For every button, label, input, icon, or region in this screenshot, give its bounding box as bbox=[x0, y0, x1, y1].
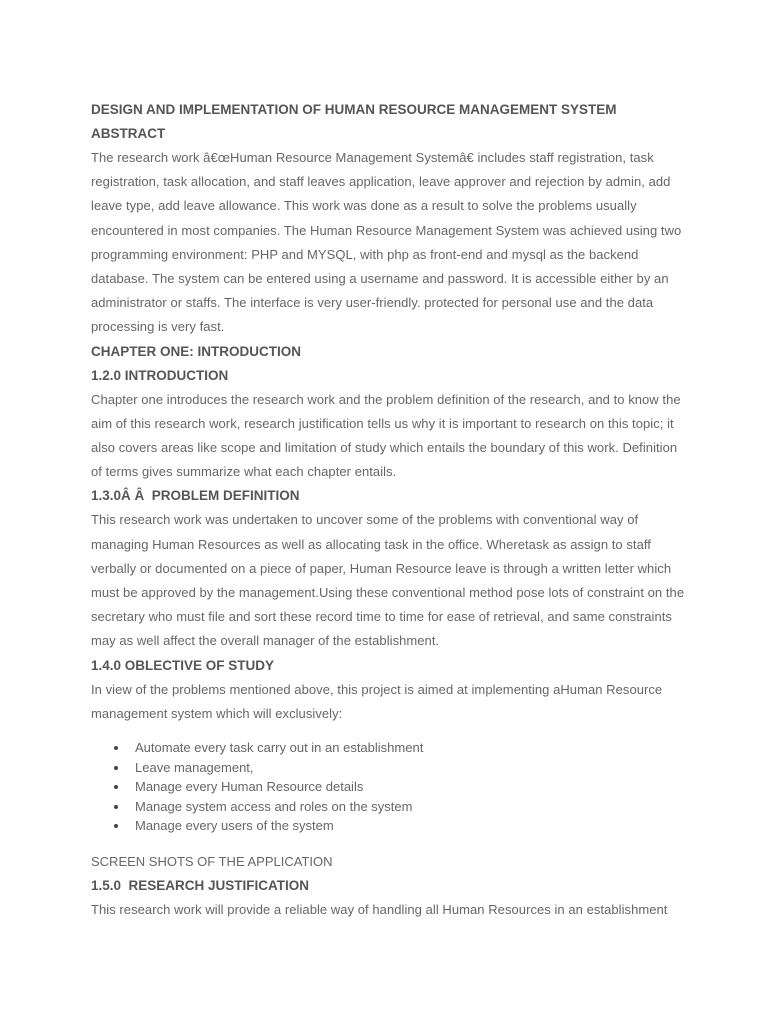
objective-heading: 1.4.0 OBLECTIVE OF STUDY bbox=[91, 657, 275, 673]
list-item bbox=[91, 777, 691, 797]
justification-text: This research work will provide a reliable way of handling all Human Resources in an establishment bbox=[91, 901, 668, 917]
abstract-heading: ABSTRACT bbox=[91, 126, 166, 141]
list-item bbox=[91, 797, 691, 817]
document-page bbox=[91, 98, 691, 922]
list-item-text: Manage every Human Resource details bbox=[135, 779, 364, 795]
document-title: DESIGN AND IMPLEMENTATION OF HUMAN RESOURCE MANAGEMENT SYSTEM bbox=[91, 102, 617, 117]
list-item-text: Leave management, bbox=[135, 759, 254, 775]
list-item-text: Manage every users of the system bbox=[135, 818, 334, 834]
list-item-text: Automate every task carry out in an establishment bbox=[135, 740, 424, 756]
introduction-heading: 1.2.0 INTRODUCTION bbox=[91, 367, 229, 383]
bullet-icon bbox=[114, 746, 118, 750]
problem-definition-heading: 1.3.0Â Â PROBLEM DEFINITION bbox=[91, 488, 300, 504]
introduction-text: Chapter one introduces the research work and the problem definition of the research, and to know the aim of this research work, research justification tells us why it is important to research on this topic; it also covers areas like scope and limitation of study which entails the boundary of this work. Definition of terms gives summarize what each chapter entails. bbox=[91, 391, 681, 480]
chapter-heading: CHAPTER ONE: INTRODUCTION bbox=[91, 343, 301, 359]
bullet-icon bbox=[114, 824, 118, 828]
screenshots-heading: SCREEN SHOTS OF THE APPLICATION bbox=[91, 853, 333, 869]
objective-text: In view of the problems mentioned above, this project is aimed at implementing aHuman Resource management system which will exclusively: bbox=[91, 681, 663, 721]
list-item bbox=[91, 758, 691, 778]
abstract-text: The research work â€œHuman Resource Management Systemâ€ includes staff registration, task registration, task allocation, and staff leaves application, leave approver and rejection by admin, add leave type, add leave allowance. This work was done as a result to solve the problems usually encountered in most companies. The Human Resource Management System was achieved using two programming environment: PHP and MYSQL, with php as front-end and mysql as the backend database. The system can be entered using a username and password. It is accessible either by an administrator or staffs. The interface is very user-friendly. protected for personal use and the data processing is very fast. bbox=[91, 150, 682, 335]
justification-heading: 1.5.0 RESEARCH JUSTIFICATION bbox=[91, 877, 310, 893]
list-item-text: Manage system access and roles on the system bbox=[135, 798, 413, 814]
bullet-icon bbox=[114, 805, 118, 809]
list-item bbox=[91, 816, 691, 836]
bullet-icon bbox=[114, 785, 118, 789]
objectives-list bbox=[91, 738, 691, 836]
bullet-icon bbox=[114, 766, 118, 770]
list-item bbox=[91, 738, 691, 758]
problem-definition-text: This research work was undertaken to uncover some of the problems with conventional way of managing Human Resources as well as allocating task in the office. Wheretask as assign to staff verbally or documented on a piece of paper, Human Resource leave is through a written letter which must be approved by the management.Using these conventional method pose lots of constraint on the secretary who must file and sort these record time to time for ease of retrieval, and same constraints may as well affect the overall manager of the establishment. bbox=[91, 512, 685, 649]
